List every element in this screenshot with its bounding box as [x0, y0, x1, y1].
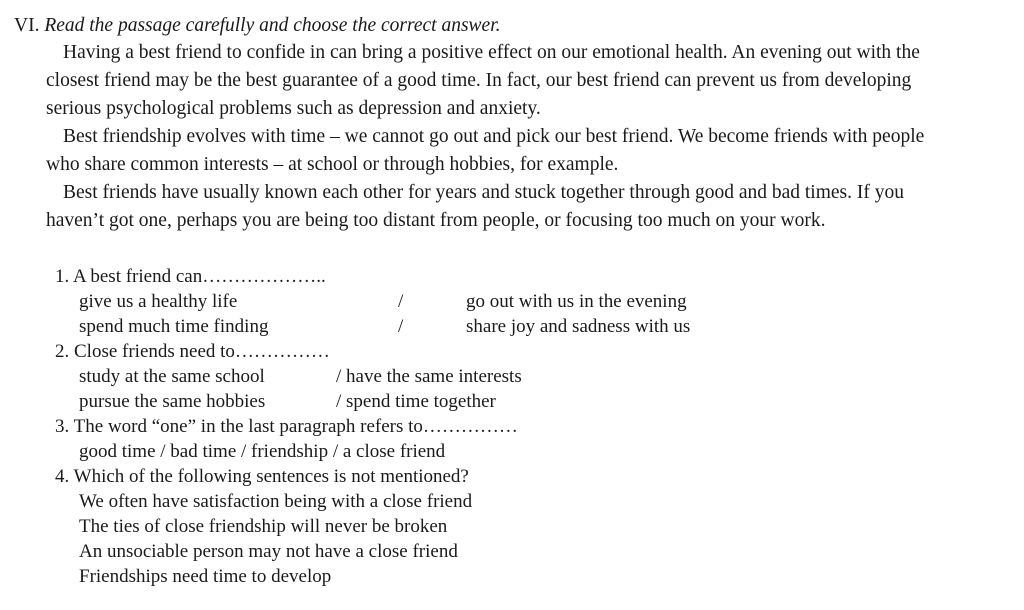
question-2-option-b[interactable]: / have the same interests [336, 366, 522, 387]
passage-p3-line2: haven’t got one, perhaps you are being too distant from people, or focusing too much on your work. [46, 210, 826, 231]
passage-p2-line2: who share common interests – at school or through hobbies, for example. [46, 154, 619, 175]
question-2-option-d[interactable]: / spend time together [336, 391, 496, 412]
section-instruction: Read the passage carefully and choose the correct answer. [44, 15, 501, 36]
question-1-option-b[interactable]: go out with us in the evening [466, 291, 687, 312]
question-2-option-a[interactable]: study at the same school [79, 366, 265, 387]
section-number: VI. [14, 15, 40, 36]
question-1-stem: 1. A best friend can……………….. [55, 266, 326, 287]
passage-p1-line1: Having a best friend to confide in can bring a positive effect on our emotional health. An evening out with the [63, 42, 920, 63]
passage-p1-line2: closest friend may be the best guarantee of a good time. In fact, our best friend can prevent us from developing [46, 70, 912, 91]
section-heading [14, 14, 501, 38]
question-4-option-d[interactable]: Friendships need time to develop [79, 566, 332, 587]
question-3-stem: 3. The word “one” in the last paragraph refers to…………… [55, 416, 518, 437]
question-1-option-c[interactable]: spend much time finding [79, 316, 269, 337]
question-4-option-c[interactable]: An unsociable person may not have a close friend [79, 541, 458, 562]
question-1-option-d[interactable]: share joy and sadness with us [466, 316, 691, 337]
question-2-stem: 2. Close friends need to…………… [55, 341, 330, 362]
question-3-options[interactable]: good time / bad time / friendship / a close friend [79, 441, 446, 462]
passage-p2-line1: Best friendship evolves with time – we cannot go out and pick our best friend. We become friends with people [63, 126, 925, 147]
question-4-option-a[interactable]: We often have satisfaction being with a close friend [79, 491, 473, 512]
question-4-option-b[interactable]: The ties of close friendship will never be broken [79, 516, 448, 537]
passage-p3-line1: Best friends have usually known each other for years and stuck together through good and bad times. If you [63, 182, 904, 203]
question-2-option-c[interactable]: pursue the same hobbies [79, 391, 266, 412]
passage-p1-line3: serious psychological problems such as depression and anxiety. [46, 98, 541, 119]
question-1-separator-1: / [398, 291, 404, 312]
question-4-stem: 4. Which of the following sentences is not mentioned? [55, 466, 469, 487]
question-1-option-a[interactable]: give us a healthy life [79, 291, 238, 312]
question-1-separator-2: / [398, 316, 404, 337]
